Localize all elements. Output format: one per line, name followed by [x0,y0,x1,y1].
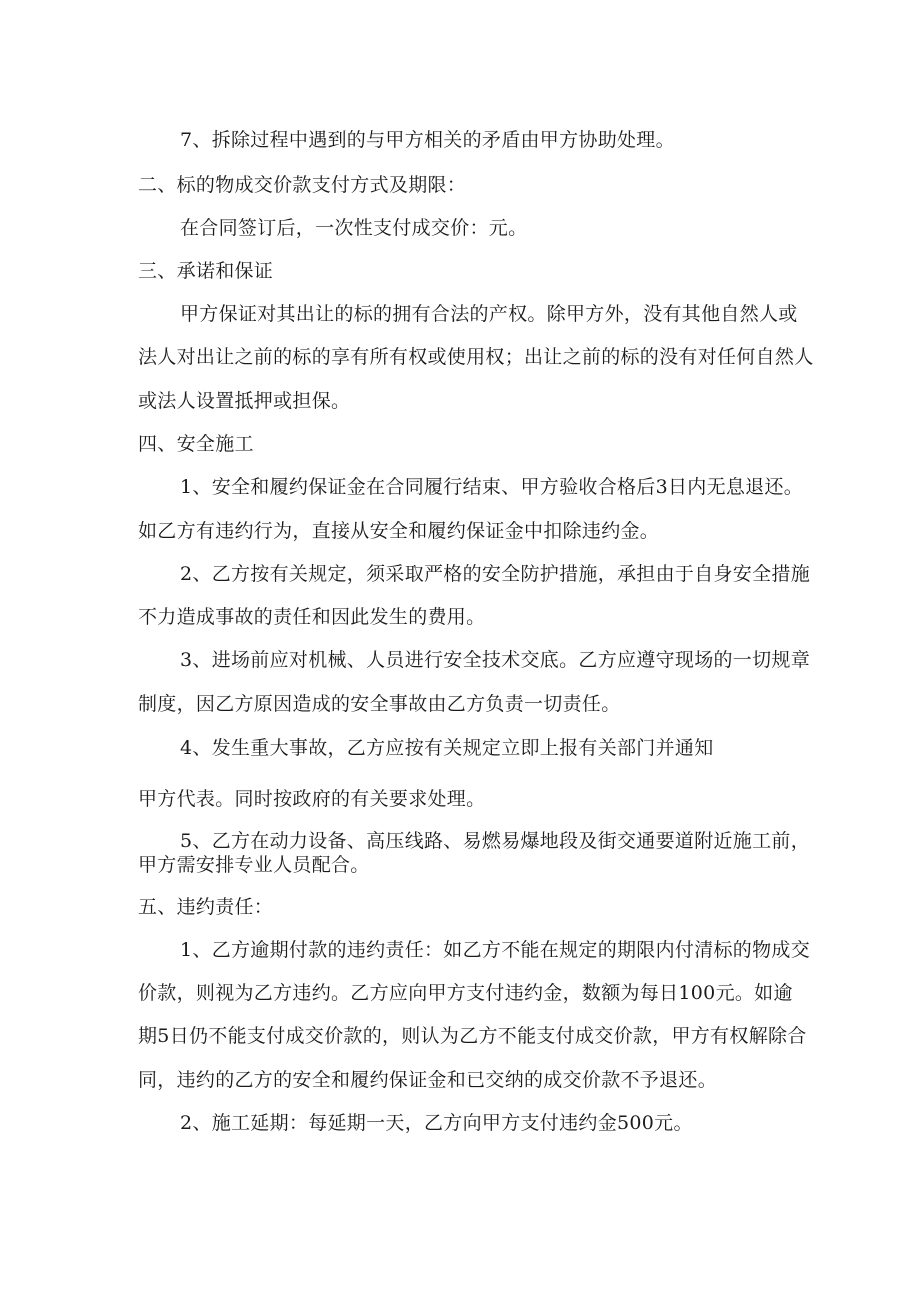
clause-7-demolition: 7、拆除过程中遇到的与甲方相关的矛盾由甲方协助处理。 [180,129,675,151]
breach-clause-1-line-3: 期5日仍不能支付成交价款的，则认为乙方不能支付成交价款，甲方有权解除合 [138,1025,807,1047]
guarantee-text-line-1: 甲方保证对其出让的标的拥有合法的产权。除甲方外，没有其他自然人或 [180,303,798,325]
safety-clause-4-line-1: 4、发生重大事故，乙方应按有关规定立即上报有关部门并通知 [180,737,714,759]
breach-clause-1-line-1: 1、乙方逾期付款的违约责任：如乙方不能在规定的期限内付清标的物成交 [180,939,810,961]
safety-clause-2-line-1: 2、乙方按有关规定，须采取严格的安全防护措施，承担由于自身安全措施 [180,563,810,585]
payment-text: 在合同签订后，一次性支付成交价：元。 [180,217,528,239]
section-3-heading: 三、承诺和保证 [138,260,274,282]
breach-clause-1-line-2: 价款，则视为乙方违约。乙方应向甲方支付违约金，数额为每日100元。如逾 [138,982,793,1004]
safety-clause-1-line-2: 如乙方有违约行为，直接从安全和履约保证金中扣除违约金。 [138,520,660,542]
safety-clause-3-line-1: 3、进场前应对机械、人员进行安全技术交底。乙方应遵守现场的一切规章 [180,649,810,671]
safety-clause-3-line-2: 制度，因乙方原因造成的安全事故由乙方负责一切责任。 [138,693,621,715]
safety-clause-1-line-1: 1、安全和履约保证金在合同履行结束、甲方验收合格后3日内无息退还。 [180,476,804,498]
safety-clause-4-line-2: 甲方代表。同时按政府的有关要求处理。 [138,788,486,810]
guarantee-text-line-3: 或法人设置抵押或担保。 [138,390,351,412]
section-2-heading: 二、标的物成交价款支付方式及期限： [138,174,467,196]
safety-clause-2-line-2: 不力造成事故的责任和因此发生的费用。 [138,606,486,628]
section-4-heading: 四、安全施工 [138,433,254,455]
breach-clause-1-line-4: 同，违约的乙方的安全和履约保证金和已交纳的成交价款不予退还。 [138,1069,718,1091]
section-5-heading: 五、违约责任： [138,896,274,918]
breach-clause-2: 2、施工延期：每延期一天，乙方向甲方支付违约金500元。 [180,1112,693,1134]
guarantee-text-line-2: 法人对出让之前的标的享有所有权或使用权；出让之前的标的没有对任何自然人 [138,346,814,368]
safety-clause-5-line-1: 5、乙方在动力设备、高压线路、易燃易爆地段及街交通要道附近施工前， [180,830,810,852]
safety-clause-5-line-2: 甲方需安排专业人员配合。 [138,854,370,876]
